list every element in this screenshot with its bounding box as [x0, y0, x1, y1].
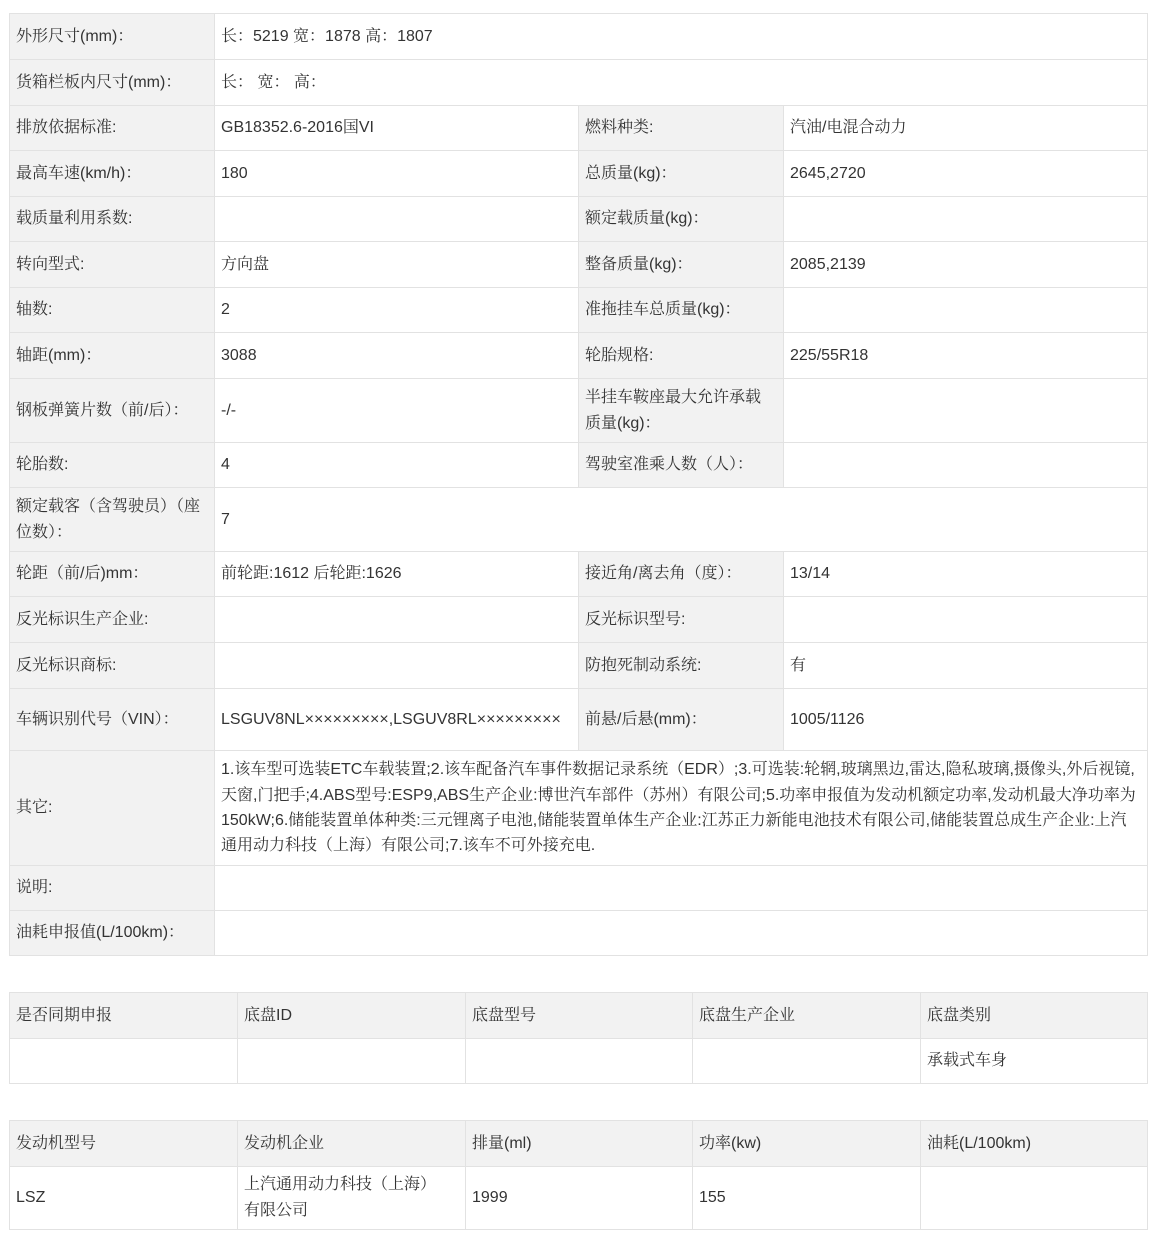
engine-cell-fuel-consumption: [921, 1167, 1148, 1230]
spec-row-vin-overhang: [10, 689, 1148, 751]
spec-value-vin: LSGUV8NL×××××××××,LSGUV8RL×××××××××: [215, 689, 579, 751]
spec-value-tire-count: 4: [215, 443, 579, 488]
chassis-cell-chassis-manufacturer: [693, 1039, 921, 1084]
spec-label-fuel-type: 燃料种类:: [579, 106, 784, 151]
spec-value-curb-mass: 2085,2139: [784, 242, 1148, 288]
spec-label-semi-trailer-saddle-load: 半挂车鞍座最大允许承载质量(kg)：: [579, 379, 784, 443]
spec-label-vin: 车辆识别代号（VIN）：: [10, 689, 215, 751]
spec-value-rated-passengers: 7: [215, 488, 1148, 552]
spec-value-reflector-brand: [215, 643, 579, 689]
engine-header-row: [10, 1121, 1148, 1167]
spec-row-notes: [10, 866, 1148, 911]
spec-label-total-mass: 总质量(kg)：: [579, 151, 784, 197]
spec-row-reflector: [10, 597, 1148, 643]
spec-row-fuel-consumption: [10, 911, 1148, 956]
spec-row-brand-abs: [10, 643, 1148, 689]
spec-value-fuel-consumption: [215, 911, 1148, 956]
spec-label-rated-passengers: 额定载客（含驾驶员）（座位数）：: [10, 488, 215, 552]
engine-table: [9, 1120, 1148, 1230]
spec-table: [9, 13, 1148, 956]
chassis-header-chassis-id: 底盘ID: [238, 993, 466, 1039]
spec-value-wheelbase: 3088: [215, 333, 579, 379]
spec-row-cargo-box-dimensions: [10, 60, 1148, 106]
spec-label-reflector-model: 反光标识型号:: [579, 597, 784, 643]
spec-label-exterior-dimensions: 外形尺寸(mm)：: [10, 14, 215, 60]
spec-label-abs: 防抱死制动系统:: [579, 643, 784, 689]
spec-value-load-mass-utilization: [215, 197, 579, 242]
spec-label-wheelbase: 轴距(mm)：: [10, 333, 215, 379]
engine-cell-manufacturer: 上汽通用动力科技（上海）有限公司: [238, 1167, 466, 1230]
spec-label-max-speed: 最高车速(km/h)：: [10, 151, 215, 197]
chassis-cell-chassis-category: 承载式车身: [921, 1039, 1148, 1084]
spec-label-steering-type: 转向型式:: [10, 242, 215, 288]
spec-value-leaf-spring-count: -/-: [215, 379, 579, 443]
spec-row-speed-mass: [10, 151, 1148, 197]
engine-cell-model: LSZ: [10, 1167, 238, 1230]
spec-value-trailer-total-mass: [784, 288, 1148, 333]
spec-value-abs: 有: [784, 643, 1148, 689]
chassis-header-chassis-category: 底盘类别: [921, 993, 1148, 1039]
spec-row-load: [10, 197, 1148, 242]
chassis-cell-sync-declaration: [10, 1039, 238, 1084]
spec-label-tire-spec: 轮胎规格:: [579, 333, 784, 379]
chassis-header-row: [10, 993, 1148, 1039]
spec-value-track-width: 前轮距:1612 后轮距:1626: [215, 552, 579, 597]
spec-row-axle-trailer: [10, 288, 1148, 333]
spec-value-cargo-box-dimensions: 长： 宽： 高：: [215, 60, 1148, 106]
engine-header-manufacturer: 发动机企业: [238, 1121, 466, 1167]
spec-label-leaf-spring-count: 钢板弹簧片数（前/后）：: [10, 379, 215, 443]
spec-value-overhang: 1005/1126: [784, 689, 1148, 751]
engine-header-fuel-consumption: 油耗(L/100km): [921, 1121, 1148, 1167]
spec-row-other: [10, 751, 1148, 866]
spec-value-reflector-manufacturer: [215, 597, 579, 643]
spec-value-total-mass: 2645,2720: [784, 151, 1148, 197]
spec-row-wheelbase-tire: [10, 333, 1148, 379]
spec-label-other: 其它:: [10, 751, 215, 866]
spec-label-track-width: 轮距（前/后)mm：: [10, 552, 215, 597]
spec-label-cargo-box-dimensions: 货箱栏板内尺寸(mm)：: [10, 60, 215, 106]
spec-value-exterior-dimensions: 长：5219 宽：1878 高：1807: [215, 14, 1148, 60]
spec-label-load-mass-utilization: 载质量利用系数:: [10, 197, 215, 242]
spec-value-cab-capacity: [784, 443, 1148, 488]
chassis-cell-chassis-model: [466, 1039, 693, 1084]
chassis-header-chassis-manufacturer: 底盘生产企业: [693, 993, 921, 1039]
spec-label-approach-departure-angle: 接近角/离去角（度）：: [579, 552, 784, 597]
spec-label-rated-load-mass: 额定载质量(kg)：: [579, 197, 784, 242]
spec-label-emission-standard: 排放依据标准:: [10, 106, 215, 151]
spec-row-tires-cab: [10, 443, 1148, 488]
engine-header-displacement: 排量(ml): [466, 1121, 693, 1167]
spec-label-overhang: 前悬/后悬(mm)：: [579, 689, 784, 751]
spec-value-notes: [215, 866, 1148, 911]
spec-row-emission-fuel: [10, 106, 1148, 151]
chassis-cell-chassis-id: [238, 1039, 466, 1084]
spec-value-fuel-type: 汽油/电混合动力: [784, 106, 1148, 151]
spec-value-tire-spec: 225/55R18: [784, 333, 1148, 379]
spec-label-reflector-manufacturer: 反光标识生产企业:: [10, 597, 215, 643]
spec-value-reflector-model: [784, 597, 1148, 643]
chassis-header-chassis-model: 底盘型号: [466, 993, 693, 1039]
spec-value-steering-type: 方向盘: [215, 242, 579, 288]
engine-header-power: 功率(kw): [693, 1121, 921, 1167]
spec-value-semi-trailer-saddle-load: [784, 379, 1148, 443]
spec-row-rated-passengers: [10, 488, 1148, 552]
engine-header-model: 发动机型号: [10, 1121, 238, 1167]
spec-row-steering-curb: [10, 242, 1148, 288]
chassis-header-sync-declaration: 是否同期申报: [10, 993, 238, 1039]
spec-label-fuel-consumption: 油耗申报值(L/100km)：: [10, 911, 215, 956]
engine-cell-displacement: 1999: [466, 1167, 693, 1230]
spec-value-emission-standard: GB18352.6-2016国VI: [215, 106, 579, 151]
spec-value-approach-departure-angle: 13/14: [784, 552, 1148, 597]
spec-value-rated-load-mass: [784, 197, 1148, 242]
engine-cell-power: 155: [693, 1167, 921, 1230]
table-row: [10, 1167, 1148, 1230]
chassis-table: [9, 992, 1148, 1084]
spec-value-max-speed: 180: [215, 151, 579, 197]
spec-row-track-angle: [10, 552, 1148, 597]
spec-value-axle-count: 2: [215, 288, 579, 333]
spec-value-other: 1.该车型可选装ETC车载装置;2.该车配备汽车事件数据记录系统（EDR）;3.可选装:轮辋,玻璃黑边,雷达,隐私玻璃,摄像头,外后视镜,天窗,门把手;4.ABS型号:ESP9,ABS生产企业:博世汽车部件（苏州）有限公司;5.功率申报值为发动机额定功率,发动机最大净功率为150kW;6.储能装置单体种类:三元锂离子电池,储能装置单体生产企业:江苏正力新能电池技术有限公司,储能装置总成生产企业:上汽通用动力科技（上海）有限公司;7.该车不可外接充电.: [215, 751, 1148, 866]
spec-label-curb-mass: 整备质量(kg)：: [579, 242, 784, 288]
spec-label-tire-count: 轮胎数:: [10, 443, 215, 488]
spec-label-cab-capacity: 驾驶室准乘人数（人）：: [579, 443, 784, 488]
spec-row-exterior-dimensions: [10, 14, 1148, 60]
table-row: [10, 1039, 1148, 1084]
spec-row-spring-saddle: [10, 379, 1148, 443]
spec-label-notes: 说明:: [10, 866, 215, 911]
spec-label-trailer-total-mass: 准拖挂车总质量(kg)：: [579, 288, 784, 333]
spec-label-reflector-brand: 反光标识商标:: [10, 643, 215, 689]
spec-label-axle-count: 轴数:: [10, 288, 215, 333]
